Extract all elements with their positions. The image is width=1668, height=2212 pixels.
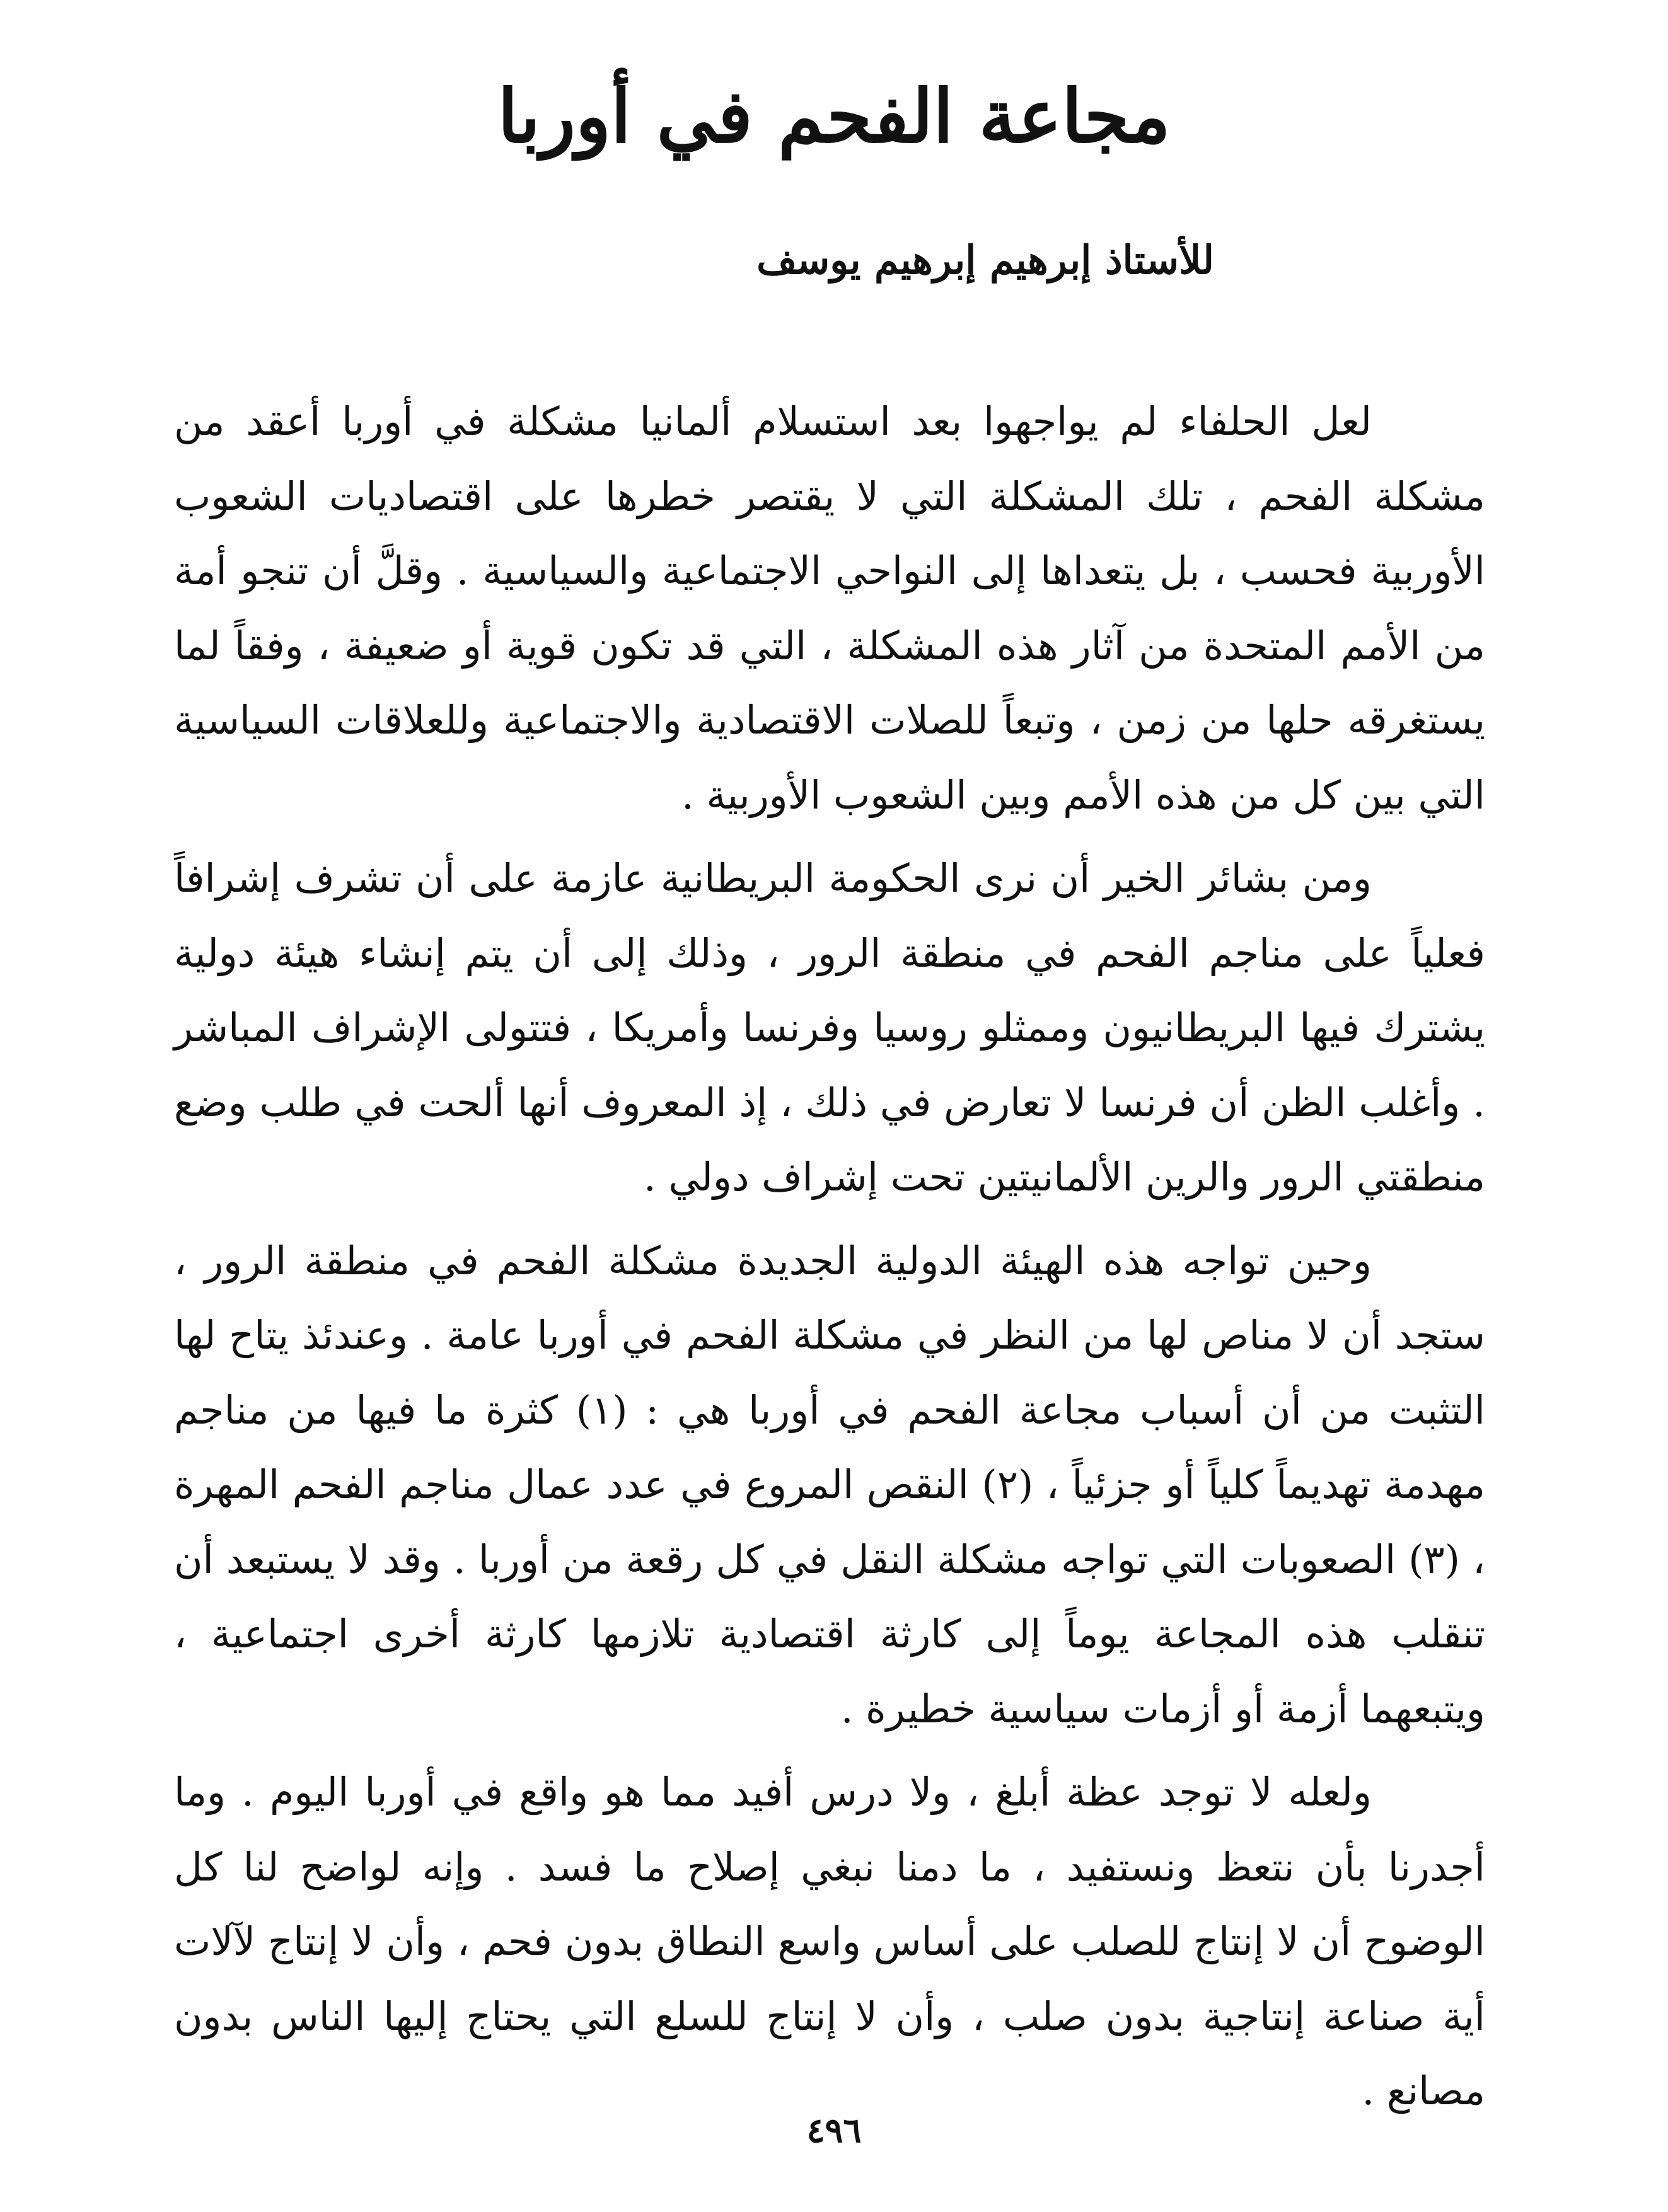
article-body — [174, 384, 1485, 2138]
paragraph: ولعله لا توجد عظة أبلغ ، ولا درس أفيد مما هو واقع في أوربا اليوم . وما أجدرنا بأن نتعظ ونستفيد ، ما دمنا نبغي إصلاح ما فسد . وإنه لواضح لنا كل الوضوح أن لا إنتاج للصلب على أساس واسع النطاق بدون فحم ، وأن لا إنتاج لآلات أية صناعة إنتاجية بدون صلب ، وأن لا إنتاج للسلع التي يحتاج إليها الناس بدون مصانع . — [174, 1769, 1485, 2114]
paragraph: وحين تواجه هذه الهيئة الدولية الجديدة مشكلة الفحم في منطقة الرور ، ستجد أن لا مناص لها من النظر في مشكلة الفحم في أوربا عامة . وعندئذ يتاح لها التثبت من أن أسباب مجاعة الفحم في أوربا هي : (١) كثرة ما فيها من مناجم مهدمة تهديماً كلياً أو جزئياً ، (٢) النقص المروع في عدد عمال مناجم الفحم المهرة ، (٣) الصعوبات التي تواجه مشكلة النقل في كل رقعة من أوربا . وقد لا يستبعد أن تنقلب هذه المجاعة يوماً إلى كارثة اقتصادية تلازمها كارثة أخرى اجتماعية ، ويتبعهما أزمة أو أزمات سياسية خطيرة . — [174, 1237, 1486, 1732]
article-author: للأستاذ إبرهيم إبرهيم يوسف — [756, 237, 1214, 283]
article-title: مجاعة الفحم في أوربا — [497, 74, 1171, 159]
page-number: ٤٩٦ — [806, 2110, 862, 2150]
paragraph: ومن بشائر الخير أن نرى الحكومة البريطانية عازمة على أن تشرف إشرافاً فعلياً على مناجم الفحم في منطقة الرور ، وذلك إلى أن يتم إنشاء هيئة دولية يشترك فيها البريطانيون وممثلو روسيا وفرنسا وأمريكا ، فتتولى الإشراف المباشر . وأغلب الظن أن فرنسا لا تعارض في ذلك ، إذ المعروف أنها ألحت في طلب وضع منطقتي الرور والرين الألمانيتين تحت إشراف دولي . — [174, 855, 1485, 1200]
paragraph: لعل الحلفاء لم يواجهوا بعد استسلام ألمانيا مشكلة في أوربا أعقد من مشكلة الفحم ، تلك المشكلة التي لا يقتصر خطرها على اقتصاديات الشعوب الأوربية فحسب ، بل يتعداها إلى النواحي الاجتماعية والسياسية . وقلَّ أن تنجو أمة من الأمم المتحدة من آثار هذه المشكلة ، التي قد تكون قوية أو ضعيفة ، وفقاً لما يستغرقه حلها من زمن ، وتبعاً للصلات الاقتصادية والاجتماعية وللعلاقات السياسية التي بين كل من هذه الأمم وبين الشعوب الأوربية . — [174, 398, 1485, 818]
